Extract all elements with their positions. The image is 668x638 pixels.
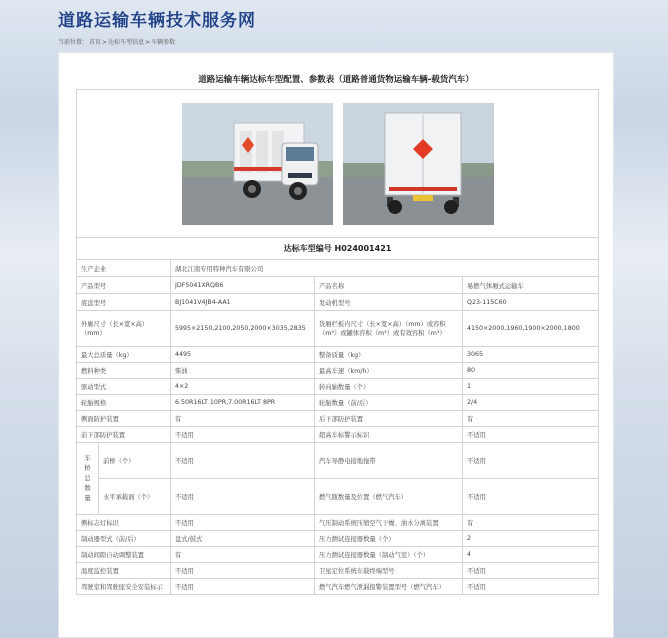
breadcrumb-current: 车辆参数 xyxy=(151,39,176,46)
sat-label: 卫星定位系统车载终端型号 xyxy=(315,563,463,579)
table-row xyxy=(77,379,599,395)
side-guard-value: 有 xyxy=(171,411,315,427)
steer-label: 转向轴数量（个） xyxy=(315,379,463,395)
rear-guard-label: 后下部防护装置 xyxy=(315,411,463,427)
steer-value: 1 xyxy=(463,379,599,395)
model-label: 产品型号 xyxy=(77,277,171,294)
table-row xyxy=(77,260,599,277)
breadcrumb xyxy=(58,37,176,46)
table-row xyxy=(77,563,599,579)
name-label: 产品名称 xyxy=(315,277,463,294)
tire-label: 轮胎规格 xyxy=(77,395,171,411)
overlong-value: 不适用 xyxy=(463,427,599,443)
abs-label: 制动间隙自动调整装置 xyxy=(77,547,171,563)
breadcrumb-section-link[interactable]: 达标车型信息 xyxy=(108,39,145,46)
spec-table xyxy=(76,89,599,595)
driver-label: 驾驶室和驾驶座安全安装标示 xyxy=(77,579,171,595)
truck-front-image xyxy=(182,103,333,225)
table-row xyxy=(77,443,599,479)
cargo-label: 货厢栏板内尺寸（长×宽×高）（mm）或容积（m³）或罐体容积（m³）或有效容积（m³） xyxy=(315,311,463,347)
document-title: 道路运输车辆达标车型配置、参数表（道路普通货物运输车辆-载货汽车） xyxy=(198,75,474,85)
table-row xyxy=(77,294,599,311)
pressure2-value: 4 xyxy=(463,547,599,563)
table-row xyxy=(77,363,599,379)
breadcrumb-separator: > xyxy=(145,39,151,46)
code-value: H024001421 xyxy=(334,244,392,253)
chassis-value: BJ1041V4JB4-AA1 xyxy=(171,294,315,311)
table-row xyxy=(77,395,599,411)
gvw-label: 最大总质量（kg） xyxy=(77,347,171,363)
front-guard-value: 不适用 xyxy=(171,427,315,443)
curb-value: 3065 xyxy=(463,347,599,363)
engine-label: 发动机型号 xyxy=(315,294,463,311)
table-row xyxy=(77,531,599,547)
manufacturer-label: 生产企业 xyxy=(77,260,171,277)
table-row xyxy=(77,411,599,427)
truck-front-photo xyxy=(182,103,333,225)
axle-group-label: 车 桥 总 数 量 xyxy=(77,443,99,515)
brake-type-label: 制动器型式（前/后） xyxy=(77,531,171,547)
overlong-label: 超高车标警示标识 xyxy=(315,427,463,443)
brake-dry-value: 有 xyxy=(463,515,599,531)
brake-type-value: 盘式/鼓式 xyxy=(171,531,315,547)
temp-label: 温度监控装置 xyxy=(77,563,171,579)
photo-row xyxy=(77,90,599,238)
table-row xyxy=(77,427,599,443)
reflect-value: 不适用 xyxy=(171,515,315,531)
breadcrumb-separator: > xyxy=(102,39,108,46)
tire-count-value: 2/4 xyxy=(463,395,599,411)
fuel-value: 柴油 xyxy=(171,363,315,379)
name-value: 易燃气体厢式运输车 xyxy=(463,277,599,294)
rear-guard-value: 有 xyxy=(463,411,599,427)
tire-value: 6.50R16LT 10PR,7.00R16LT 8PR xyxy=(171,395,315,411)
ebs-value: 不适用 xyxy=(463,443,599,479)
engine-value: Q23-115C60 xyxy=(463,294,599,311)
dims-label: 外廓尺寸（长×宽×高）（mm） xyxy=(77,311,171,347)
ebs-label: 汽车导静电接地拖带 xyxy=(315,443,463,479)
temp-value: 不适用 xyxy=(171,563,315,579)
brake-dry-label: 气压制动系统压缩空气干燥、油水分离装置 xyxy=(315,515,463,531)
cargo-value: 4150×2000,1960,1900×2000,1800 xyxy=(463,311,599,347)
speed-label: 最高车速（km/h） xyxy=(315,363,463,379)
truck-rear-photo xyxy=(343,103,494,225)
manufacturer-value: 湖北江南专用特种汽车有限公司 xyxy=(171,260,599,277)
gvw-value: 4495 xyxy=(171,347,315,363)
model-value: JDF5041XRQB6 xyxy=(171,277,315,294)
table-row xyxy=(77,311,599,347)
content-panel xyxy=(58,52,614,638)
chassis-label: 底盘型号 xyxy=(77,294,171,311)
truck-rear-image xyxy=(343,103,494,225)
curb-label: 整备质量（kg） xyxy=(315,347,463,363)
drive-label: 驱动型式 xyxy=(77,379,171,395)
driver-value: 不适用 xyxy=(171,579,315,595)
side-guard-label: 侧面防护装置 xyxy=(77,411,171,427)
gas-alarm-label: 燃气汽车燃气泄漏报警装置型号（燃气汽车） xyxy=(315,579,463,595)
gas-alarm-value: 不适用 xyxy=(463,579,599,595)
sat-value: 不适用 xyxy=(463,563,599,579)
gas-tank-value: 不适用 xyxy=(463,479,599,515)
pressure-label: 压力测试连接器数量（个） xyxy=(315,531,463,547)
lift-axle-value: 不适用 xyxy=(171,479,315,515)
front-axle-value: 不适用 xyxy=(171,443,315,479)
table-row xyxy=(77,347,599,363)
dims-value: 5995×2150,2100,2050,2000×3035,2835 xyxy=(171,311,315,347)
abs-value: 有 xyxy=(171,547,315,563)
pressure-value: 2 xyxy=(463,531,599,547)
table-row xyxy=(77,277,599,294)
code-row xyxy=(77,238,599,260)
front-guard-label: 前下部防护装置 xyxy=(77,427,171,443)
pressure2-label: 压力测试连接器数量（制动气室）（个） xyxy=(315,547,463,563)
table-row xyxy=(77,479,599,515)
fuel-label: 燃料种类 xyxy=(77,363,171,379)
drive-value: 4×2 xyxy=(171,379,315,395)
reflect-label: 侧标志灯标识 xyxy=(77,515,171,531)
table-row xyxy=(77,515,599,531)
tire-count-label: 轮胎数量（前/后） xyxy=(315,395,463,411)
site-title: 道路运输车辆技术服务网 xyxy=(58,11,256,31)
breadcrumb-home-link[interactable]: 首页 xyxy=(89,39,102,46)
breadcrumb-label: 当前位置： xyxy=(58,39,89,46)
table-row xyxy=(77,579,599,595)
gas-tank-label: 燃气瓶数量及位置（燃气汽车） xyxy=(315,479,463,515)
code-label: 达标车型编号 xyxy=(283,244,332,253)
table-row xyxy=(77,547,599,563)
speed-value: 80 xyxy=(463,363,599,379)
lift-axle-label: 水平承载面（个） xyxy=(99,479,171,515)
front-axle-label: 前桥（个） xyxy=(99,443,171,479)
